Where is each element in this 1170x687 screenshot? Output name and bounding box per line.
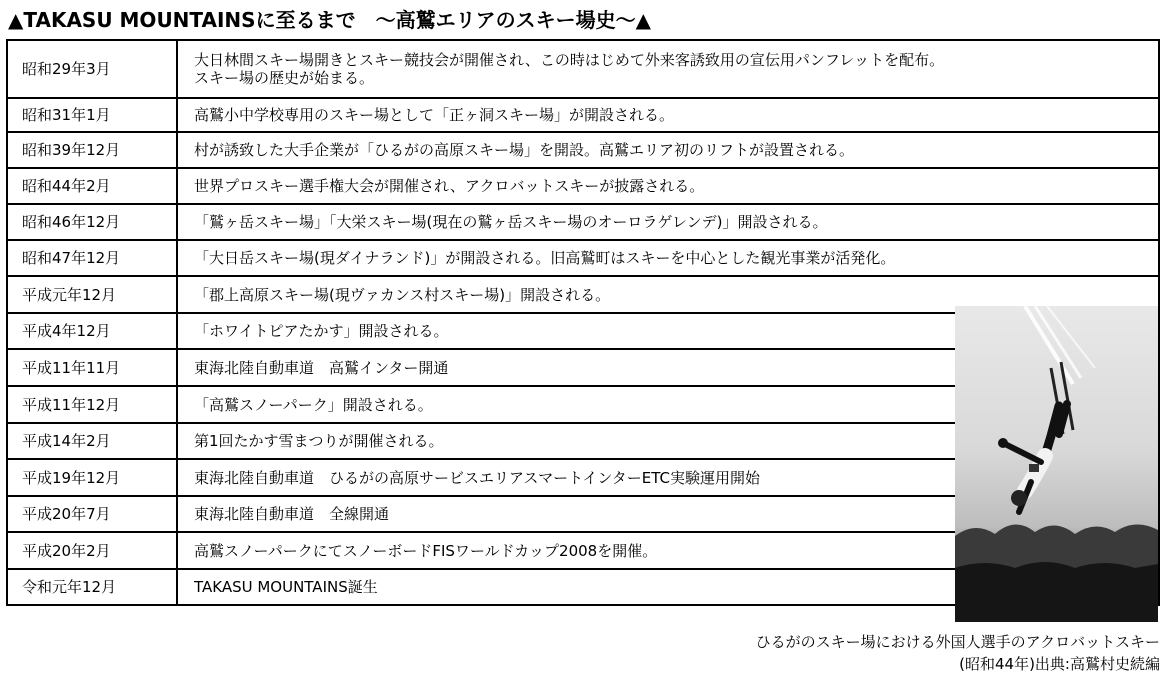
history-date: 昭和47年12月 <box>7 240 177 276</box>
history-event: 東海北陸自動車道 ひるがの高原サービスエリアスマートインターETC実験運用開始 <box>194 468 760 487</box>
history-event: 第1回たかす雪まつりが開催される。 <box>194 432 444 450</box>
history-event: 東海北陸自動車道 全線開通 <box>194 505 390 523</box>
page-title: ▲TAKASU MOUNTAINSに至るまで ～高鷲エリアのスキー場史～▲ <box>8 8 651 32</box>
history-event: 「大日岳スキー場(現ダイナランド)」が開設される。旧高鷲町はスキーを中心とした観光事業が活発化。 <box>194 249 896 267</box>
history-date: 昭和39年12月 <box>7 132 177 168</box>
skier-illustration <box>955 306 1158 622</box>
history-event-cell <box>177 204 1159 240</box>
history-event-cell <box>177 98 1159 132</box>
history-row <box>7 132 1159 168</box>
history-event: 村が誘致した大手企業が「ひるがの高原スキー場」を開設。高鷲エリア初のリフトが設置される。 <box>194 141 855 159</box>
history-event: 「ホワイトピアたかす」開設される。 <box>194 322 449 340</box>
history-date: 平成20年7月 <box>7 496 177 532</box>
history-date: 平成11年11月 <box>7 349 177 386</box>
acrobatic-ski-photo <box>955 306 1158 622</box>
photo-caption-line2: (昭和44年)出典:高鷲村史続編 <box>959 655 1160 673</box>
history-event: 高鷲小中学校専用のスキー場として「正ヶ洞スキー場」が開設される。 <box>194 106 675 124</box>
history-date: 平成4年12月 <box>7 313 177 349</box>
history-event: 大日林間スキー場開きとスキー競技会が開催され、この時はじめて外来客誘致用の宣伝用パンフレットを配布。 スキー場の歴史が始まる。 <box>194 51 945 87</box>
history-event: TAKASU MOUNTAINS誕生 <box>194 578 378 596</box>
history-date: 昭和29年3月 <box>7 40 177 98</box>
history-row <box>7 240 1159 276</box>
history-date: 平成19年12月 <box>7 459 177 496</box>
history-date: 昭和44年2月 <box>7 168 177 204</box>
history-event-cell <box>177 132 1159 168</box>
history-event: 「高鷲スノーパーク」開設される。 <box>194 395 433 414</box>
history-date: 平成14年2月 <box>7 423 177 459</box>
history-event: 高鷲スノーパークにてスノーボードFISワールドカップ2008を開催。 <box>194 541 658 560</box>
history-event: 「鷲ヶ岳スキー場」「大栄スキー場(現在の鷲ヶ岳スキー場のオーロラゲレンデ)」開設される。 <box>194 213 828 231</box>
history-event-cell <box>177 168 1159 204</box>
history-date: 平成11年12月 <box>7 386 177 423</box>
history-date: 平成20年2月 <box>7 532 177 569</box>
history-date: 昭和31年1月 <box>7 98 177 132</box>
history-date: 昭和46年12月 <box>7 204 177 240</box>
history-row <box>7 40 1159 98</box>
history-row <box>7 168 1159 204</box>
photo-caption <box>560 631 1160 675</box>
history-row <box>7 98 1159 132</box>
history-event: 東海北陸自動車道 高鷲インター開通 <box>194 358 449 377</box>
history-event-cell <box>177 240 1159 276</box>
photo-caption-line1: ひるがのスキー場における外国人選手のアクロバットスキー <box>755 633 1160 651</box>
history-event: 「郡上高原スキー場(現ヴァカンス村スキー場)」開設される。 <box>194 285 611 304</box>
history-date: 令和元年12月 <box>7 569 177 605</box>
history-event-cell <box>177 40 1159 98</box>
history-event: 世界プロスキー選手権大会が開催され、アクロバットスキーが披露される。 <box>194 177 705 195</box>
history-row <box>7 204 1159 240</box>
history-date: 平成元年12月 <box>7 276 177 313</box>
